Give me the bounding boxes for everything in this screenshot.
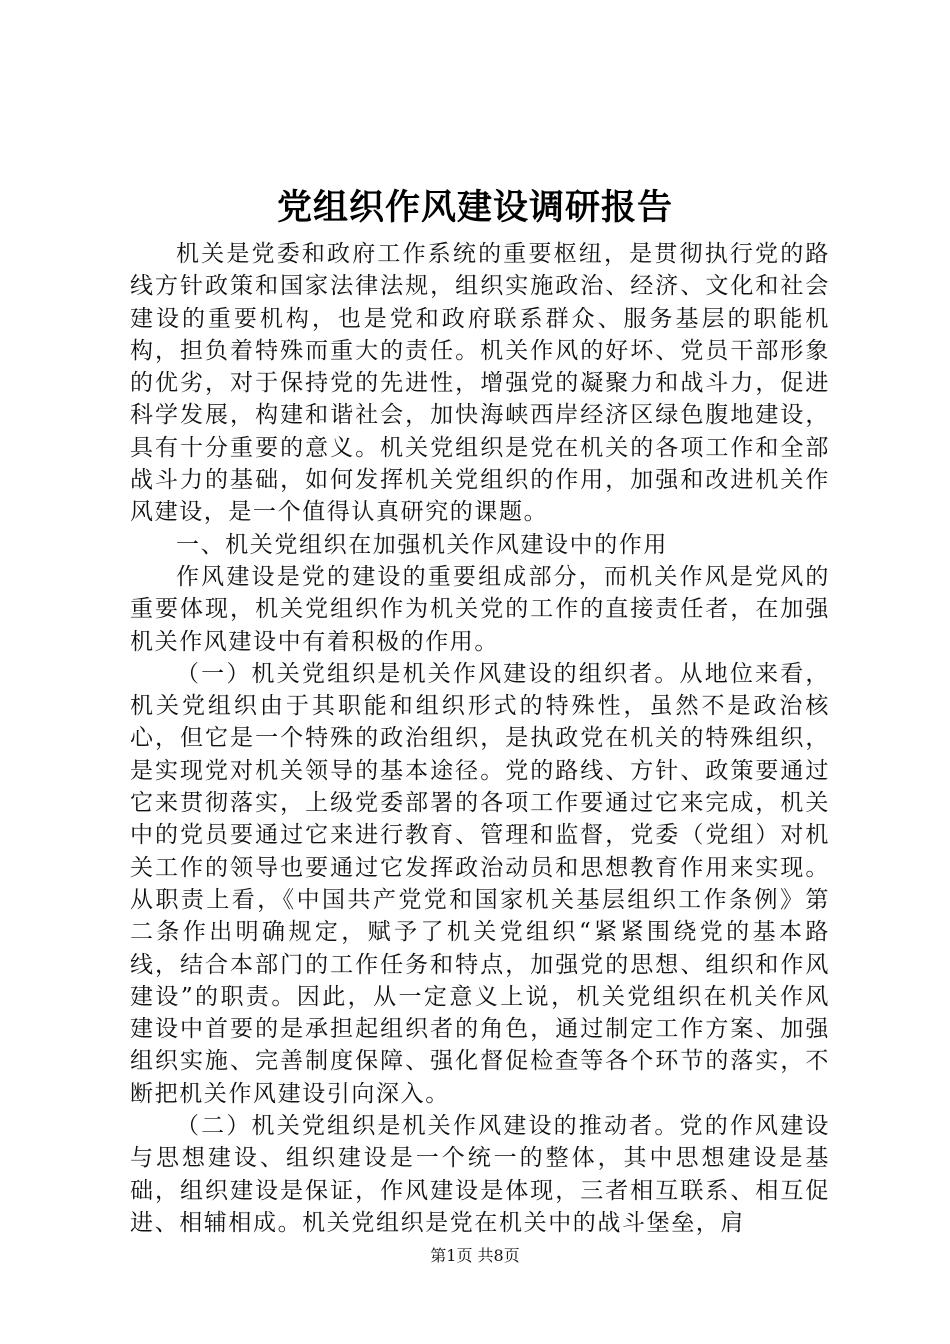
section-heading: 一、机关党组织在加强机关作风建设中的作用 xyxy=(176,531,668,558)
document-body xyxy=(130,238,830,1239)
intro-paragraph: 机关是党委和政府工作系统的重要枢纽，是贯彻执行党的路线方针政策和国家法律法规，组织实施政治、经济、文化和社会建设的重要机构，也是党和政府联系群众、服务基层的职能机构，担负着特殊而重大的责任。机关作风的好坏、党员干部形象的优劣，对于保持党的先进性，增强党的凝聚力和战斗力，促进科学发展，构建和谐社会，加快海峡西岸经济区绿色腹地建设，具有十分重要的意义。机关党组织是党在机关的各项工作和全部战斗力的基础，如何发挥机关党组织的作用，加强和改进机关作风建设，是一个值得认真研究的课题。 xyxy=(130,241,830,526)
document-title: 党组织作风建设调研报告 xyxy=(276,187,673,228)
section-intro-paragraph: 作风建设是党的建设的重要组成部分，而机关作风是党风的重要体现，机关党组织作为机关党的工作的直接责任者，在加强机关作风建设中有着积极的作用。 xyxy=(130,563,830,655)
subsection-2-paragraph: （二）机关党组织是机关作风建设的推动者。党的作风建设与思想建设、组织建设是一个统一的整体，其中思想建设是基础，组织建设是保证，作风建设是体现，三者相互联系、相互促进、相辅相成。机关党组织是党在机关中的战斗堡垒，肩 xyxy=(130,1113,830,1236)
subsection-1-paragraph: （一）机关党组织是机关作风建设的组织者。从地位来看，机关党组织由于其职能和组织形式的特殊性，虽然不是政治核心，但它是一个特殊的政治组织，是执政党在机关的特殊组织，是实现党对机关领导的基本途径。党的路线、方针、政策要通过它来贯彻落实，上级党委部署的各项工作要通过它来完成，机关中的党员要通过它来进行教育、管理和监督，党委（党组）对机关工作的领导也要通过它发挥政治动员和思想教育作用来实现。从职责上看，《中国共产党党和国家机关基层组织工作条例》第二条作出明确规定，赋予了机关党组织“紧紧围绕党的基本路线，结合本部门的工作任务和特点，加强党的思想、组织和作风建设”的职责。因此，从一定意义上说，机关党组织在机关作风建设中首要的是承担起组织者的角色，通过制定工作方案、加强组织实施、完善制度保障、强化督促检查等各个环节的落实，不断把机关作风建设引向深入。 xyxy=(130,660,830,1107)
page-footer: 第1页 共8页 xyxy=(430,1246,520,1265)
